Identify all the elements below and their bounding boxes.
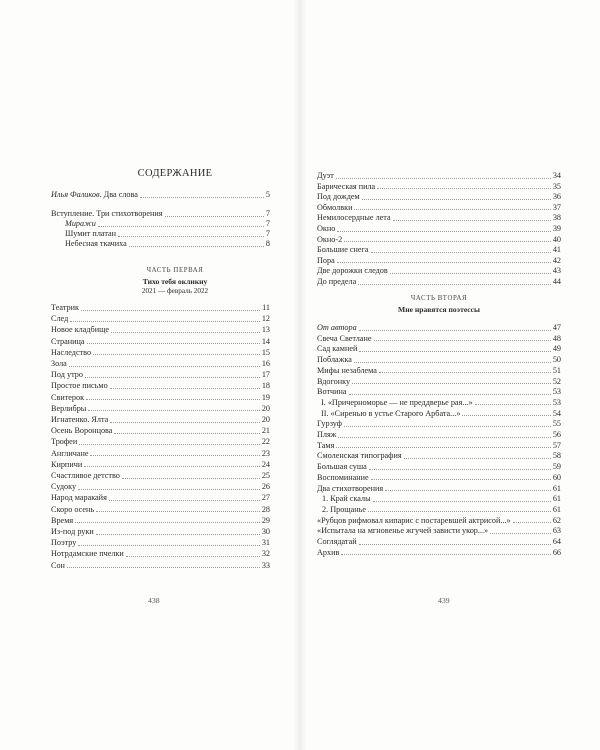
toc-entry-page: 41 [552, 245, 561, 255]
toc-entry [317, 419, 561, 428]
dot-leader [390, 273, 551, 274]
toc-entry-page: 62 [552, 515, 561, 525]
toc-entry-page: 7 [265, 209, 270, 218]
toc-entry-page: 61 [552, 504, 561, 514]
toc-entry-title: Барическая пила [317, 181, 376, 191]
toc-entry [51, 314, 270, 323]
dot-leader [379, 372, 551, 373]
dot-leader [337, 262, 551, 263]
toc-entry-page: 55 [552, 419, 561, 429]
dot-leader [490, 533, 551, 534]
toc-entry [321, 398, 561, 407]
toc-entry [51, 415, 270, 424]
toc-entry-page: 51 [552, 365, 561, 375]
toc-entry-title: Немилосердные лета [317, 213, 391, 223]
part-two-label: ЧАСТЬ ВТОРАЯ [410, 295, 468, 302]
dot-leader [88, 410, 260, 411]
dot-leader [371, 252, 551, 253]
dot-leader [352, 383, 551, 384]
toc-entry [317, 213, 561, 222]
dot-leader [70, 321, 260, 322]
toc-entry-page: 37 [552, 202, 561, 212]
toc-entry-title: Зола [51, 359, 67, 368]
toc-entry [317, 548, 561, 557]
toc-entry [317, 516, 561, 525]
toc-entry-title: Игнатенко. Ялта [51, 415, 109, 424]
toc-entry [317, 192, 561, 201]
dot-leader [79, 444, 260, 445]
dot-leader [373, 501, 551, 502]
toc-entry [51, 426, 270, 435]
toc-entry-page: 52 [552, 376, 561, 386]
toc-entry-title: Соглядатай [317, 537, 357, 546]
toc-entry [51, 460, 270, 469]
toc-entry [65, 229, 270, 238]
part-one-dates: 2021 — февраль 2022 [141, 287, 209, 295]
toc-entry [51, 538, 270, 547]
toc-entry-title: «Испытала на мгновенье жгучей зависти укор...» [317, 526, 489, 536]
toc-entry-page: 22 [261, 437, 270, 447]
toc-entry-page: 26 [261, 482, 270, 492]
dot-leader [111, 332, 260, 333]
toc-entry-title: Шумит платан [65, 229, 117, 238]
dot-leader [341, 554, 550, 555]
toc-entry [317, 323, 561, 332]
toc-entry-page: 35 [552, 181, 561, 191]
toc-entry-title: II. «Сиренью в устье Старого Арбата...» [321, 408, 461, 418]
toc-entry-title: Вдогонку [317, 376, 351, 386]
dot-leader [354, 209, 550, 210]
toc-entry-title: . Два слова [99, 190, 138, 199]
toc-entry-page: 63 [552, 526, 561, 536]
part-one-title: Тихо тебя окликну [142, 277, 208, 286]
toc-entry-page: 66 [552, 547, 561, 557]
toc-entry-page: 13 [261, 325, 270, 335]
dot-leader [393, 220, 551, 221]
toc-entry-title: Большие снега [317, 245, 369, 255]
dot-leader [344, 426, 551, 427]
toc-entry-page: 33 [261, 560, 270, 570]
toc-entry [317, 537, 561, 546]
toc-entry-title: Два стихотворения [317, 483, 384, 493]
toc-entry [317, 430, 561, 439]
toc-entry-page: 36 [552, 192, 561, 202]
toc-entry-page: 50 [552, 355, 561, 365]
toc-entry [317, 182, 561, 191]
toc-entry [51, 337, 270, 346]
toc-entry-page: 53 [552, 397, 561, 407]
toc-entry [65, 239, 270, 248]
dot-leader [359, 351, 550, 352]
toc-entry-page: 18 [261, 381, 270, 391]
toc-entry [51, 381, 270, 390]
toc-entry-title: Обмолвки [317, 202, 353, 212]
dot-leader [371, 479, 551, 480]
toc-entry-page: 56 [552, 430, 561, 439]
page-number-right: 439 [438, 596, 450, 605]
toc-entry-title: Окно [317, 224, 336, 233]
dot-leader [122, 478, 260, 479]
toc-entry [65, 219, 270, 228]
dot-leader [374, 340, 551, 341]
toc-entry-title: От автора [317, 323, 357, 332]
toc-entry-title: Гурзуф [317, 419, 342, 429]
dot-leader [140, 197, 264, 198]
dot-leader [90, 455, 259, 456]
toc-entry-title: Воспоминание [317, 472, 369, 482]
toc-entry-title: Судоку [51, 482, 77, 492]
dot-leader [98, 226, 264, 227]
toc-entry-title: Простое письмо [51, 381, 108, 391]
toc-entry [51, 527, 270, 536]
toc-entry-title: Нотрдамские пчелки [51, 549, 124, 559]
toc-entry-title: Архив [317, 547, 340, 557]
toc-entry-page: 31 [261, 538, 270, 548]
toc-entry [317, 441, 561, 450]
toc-entry-page: 8 [265, 239, 270, 248]
dot-leader [87, 343, 260, 344]
toc-entry-title: Народ маракайя [51, 493, 107, 503]
toc-entry-page: 28 [261, 504, 270, 514]
dot-leader [129, 246, 264, 247]
toc-entry-title: Под утро [51, 370, 83, 380]
toc-entry-page: 17 [261, 370, 270, 380]
toc-entry-page: 64 [552, 537, 561, 546]
toc-entry [317, 266, 561, 275]
toc-entry [51, 348, 270, 357]
toc-entry-page: 19 [261, 392, 270, 402]
toc-entry [51, 370, 270, 379]
dot-leader [84, 466, 260, 467]
toc-entry [317, 526, 561, 535]
toc-entry [317, 387, 561, 396]
toc-entry-page: 32 [261, 549, 270, 559]
toc-entry-title: Большая суша [317, 462, 367, 472]
contents-heading: СОДЕРЖАНИЕ [137, 168, 213, 179]
toc-entry-page: 57 [552, 440, 561, 450]
dot-leader [93, 354, 260, 355]
toc-entry [317, 462, 561, 471]
toc-entry-title: Дуэт [317, 171, 334, 180]
toc-entry [317, 277, 561, 286]
dot-leader [358, 284, 551, 285]
toc-entry [317, 344, 561, 353]
toc-entry [317, 366, 561, 375]
toc-entry-title: Свитерок [51, 392, 85, 402]
toc-entry-title: Верлибры [51, 403, 87, 413]
toc-entry [51, 325, 270, 334]
toc-entry [51, 303, 270, 312]
toc-entry-title: Миражи [65, 219, 96, 228]
toc-entry [317, 484, 561, 493]
toc-entry-page: 49 [552, 344, 561, 354]
toc-entry-title: Мифы незаблема [317, 365, 377, 375]
toc-entry-title: Свеча Светлане [317, 333, 372, 343]
toc-entry [317, 256, 561, 265]
dot-leader [344, 241, 551, 242]
toc-entry [317, 224, 561, 233]
toc-entry-title: Скоро осень [51, 504, 95, 514]
toc-entry-page: 61 [552, 483, 561, 493]
toc-entry-title: След [51, 314, 69, 324]
toc-entry-title: До предела [317, 277, 357, 286]
toc-entry [51, 471, 270, 480]
toc-entry-title: Сад камней [317, 344, 358, 354]
part-one-label: ЧАСТЬ ПЕРВАЯ [146, 267, 204, 274]
toc-entry-title: Трофеи [51, 437, 78, 447]
toc-entry [51, 549, 270, 558]
dot-leader [385, 490, 551, 491]
dot-leader [69, 366, 260, 367]
dot-leader [362, 199, 551, 200]
toc-entry-page: 12 [261, 314, 270, 324]
toc-entry-title: 2. Прощанье [322, 504, 366, 514]
dot-leader [126, 556, 260, 557]
toc-entry-page: 42 [552, 255, 561, 265]
toc-entry-page: 7 [265, 219, 270, 228]
dot-leader [337, 231, 550, 232]
toc-entry-title: Осень Воронцова [51, 426, 113, 436]
dot-leader [369, 469, 551, 470]
toc-entry [322, 494, 561, 503]
toc-entry-page: 20 [261, 415, 270, 424]
toc-entry-title: Небесная ткачиха [65, 239, 127, 248]
toc-entry-page: 43 [552, 266, 561, 276]
toc-entry [317, 473, 561, 482]
toc-entry [51, 404, 270, 413]
dot-leader [81, 310, 260, 311]
toc-entry [317, 235, 561, 244]
toc-entry-title: Наследство [51, 347, 92, 357]
toc-entry-page: 47 [552, 323, 561, 332]
dot-leader [110, 422, 260, 423]
toc-entry-title: Пора [317, 255, 335, 265]
toc-entry [317, 245, 561, 254]
toc-entry-title: Тамя [317, 440, 335, 450]
toc-entry-page: 14 [261, 336, 270, 346]
dot-leader [86, 399, 260, 400]
dot-leader [368, 511, 551, 512]
toc-entry-page: 54 [552, 408, 561, 418]
toc-entry-page: 39 [552, 224, 561, 233]
dot-leader [109, 500, 260, 501]
toc-entry-title: Сон [51, 560, 65, 570]
dot-leader [336, 178, 551, 179]
toc-entry [317, 355, 561, 364]
toc-entry-title: Новое кладбище [51, 325, 110, 335]
toc-entry [51, 359, 270, 368]
toc-entry-title: «Рубцов рифмовал кипарис с постаревшей актрисой...» [317, 515, 511, 525]
toc-entry-title: Пляж [317, 430, 337, 439]
toc-entry-page: 59 [552, 462, 561, 472]
toc-entry-title: Под дождем [317, 192, 360, 202]
toc-entry [322, 505, 561, 514]
toc-entry-title: I. «Причерноморье — не преддверье рая...» [321, 397, 473, 407]
toc-entry-title: Счастливое детство [51, 471, 120, 480]
toc-entry-page: 23 [261, 448, 270, 458]
toc-entry-page: 30 [261, 527, 270, 536]
dot-leader [377, 188, 551, 189]
toc-entry [51, 190, 270, 199]
right-page [300, 0, 600, 750]
part-two-title: Мне нравятся поэтессы [398, 305, 480, 314]
dot-leader [96, 534, 260, 535]
toc-entry [51, 449, 270, 458]
dot-leader [349, 394, 551, 395]
dot-leader [118, 236, 264, 237]
toc-entry-page: 60 [552, 472, 561, 482]
toc-entry [51, 437, 270, 446]
dot-leader [114, 433, 259, 434]
dot-leader [75, 522, 260, 523]
toc-entry [51, 209, 270, 218]
toc-entry-title: Театрик [51, 303, 79, 312]
toc-entry-title: Кирпичи [51, 459, 83, 469]
page-number-left: 438 [148, 596, 160, 605]
dot-leader [78, 489, 260, 490]
toc-entry-page: 44 [552, 277, 561, 286]
toc-entry-page: 61 [552, 494, 561, 504]
toc-entry-title: Две дорожки следов [317, 266, 388, 276]
toc-entry-page: 40 [552, 234, 561, 244]
toc-entry-page: 34 [552, 171, 561, 180]
dot-leader [475, 404, 551, 405]
toc-entry-page: 38 [552, 213, 561, 223]
dot-leader [165, 216, 264, 217]
toc-entry [51, 482, 270, 491]
dot-leader [462, 415, 550, 416]
dot-leader [338, 437, 550, 438]
toc-entry-page: 21 [261, 426, 270, 436]
toc-entry-page: 7 [265, 229, 270, 238]
dot-leader [336, 447, 550, 448]
dot-leader [85, 377, 260, 378]
dot-leader [513, 522, 551, 523]
dot-leader [359, 544, 551, 545]
toc-entry-title: Вотчина [317, 387, 347, 397]
toc-entry-page: 11 [262, 303, 270, 312]
toc-entry-title: Из-под руки [51, 527, 94, 536]
toc-entry-page: 53 [552, 387, 561, 397]
toc-entry-page: 5 [265, 190, 270, 199]
toc-entry-page: 48 [552, 333, 561, 343]
toc-entry [321, 409, 561, 418]
toc-entry [317, 451, 561, 460]
toc-entry [317, 171, 561, 180]
dot-leader [404, 458, 551, 459]
dot-leader [78, 545, 259, 546]
toc-entry [51, 561, 270, 570]
toc-entry-page: 16 [261, 359, 270, 368]
toc-entry [51, 493, 270, 502]
toc-entry-title: Вступление. Три стихотворения [51, 209, 163, 218]
toc-entry [317, 203, 561, 212]
dot-leader [110, 388, 260, 389]
toc-entry-page: 27 [261, 493, 270, 503]
toc-entry [317, 377, 561, 386]
toc-entry-page: 20 [261, 403, 270, 413]
toc-entry-title: Время [51, 515, 74, 525]
toc-entry-title: Поблажка [317, 355, 352, 365]
toc-entry-title: Поэтру [51, 538, 77, 548]
toc-entry-page: 15 [261, 347, 270, 357]
toc-entry [317, 334, 561, 343]
toc-entry-page: 29 [261, 515, 270, 525]
dot-leader [354, 362, 551, 363]
toc-entry [51, 505, 270, 514]
toc-entry [51, 393, 270, 402]
toc-entry [51, 516, 270, 525]
dot-leader [96, 511, 260, 512]
toc-entry-title: Окно-2 [317, 234, 343, 244]
toc-entry-page: 24 [261, 459, 270, 469]
toc-entry-title: Страница [51, 336, 85, 346]
toc-entry-title: 1. Край скалы [322, 494, 371, 504]
toc-entry-page: 25 [261, 471, 270, 480]
toc-entry-author: Илья Фаликов [51, 190, 100, 199]
toc-entry-page: 58 [552, 451, 561, 461]
dot-leader [359, 330, 551, 331]
toc-entry-title: Англичане [51, 448, 89, 458]
toc-entry-title: Смоленская типография [317, 451, 402, 461]
dot-leader [67, 567, 260, 568]
